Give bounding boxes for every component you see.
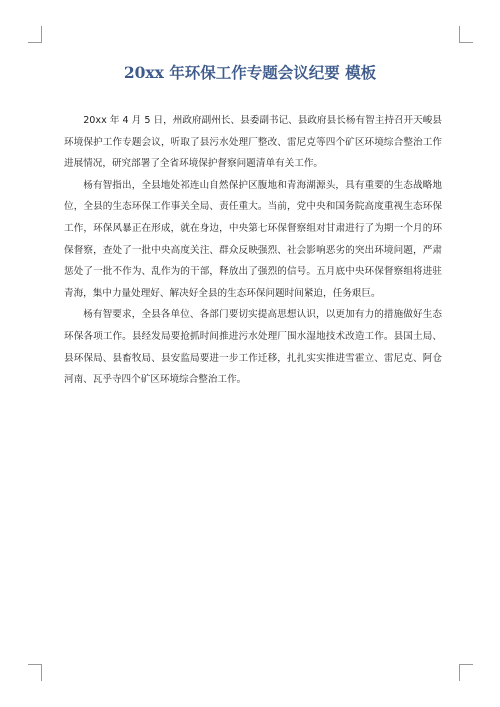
paragraph-requirements: 杨有智要求，全县各单位、各部门要切实提高思想认识，以更加有力的措施做好生态环保各项工作。县经发局要抢抓时间推进污水处理厂围水湿地技术改造工作。县国土局、县环保局、县畜牧局、县安监局要进一步工作迁移，扎扎实实推进雪霍立、雷尼克、阿仓河南、瓦乎寺四个矿区环境综合整治工作。 [64, 309, 442, 386]
document-title: 20xx 年环保工作专题会议纪要 模板 [123, 63, 377, 82]
crop-mark-top-left [28, 26, 42, 43]
document-body [64, 110, 442, 391]
paragraph-importance: 杨有智指出，全县地处祁连山自然保护区腹地和青海湖源头，具有重要的生态战略地位，全县的生态环保工作事关全局、责任重大。当前，党中央和国务院高度重视生态环保工作，环保风暴正在形成，就在身边，中央第七环保督察组对甘肃进行了为期一个月的环保督察，查处了一批中央高度关注、群众反映强烈、社会影响恶劣的突出环境问题，严肃惩处了一批不作为、乱作为的干部，释放出了强烈的信号。五月底中央环保督察组将进驻青海，集中力量处理好、解决好全县的生态环保问题时间紧迫，任务艰巨。 [64, 179, 442, 299]
crop-mark-bottom-right [459, 664, 473, 681]
paragraph-meeting-intro: 20xx 年 4 月 5 日，州政府副州长、县委副书记、县政府县长杨有智主持召开天峻县环境保护工作专题会议，听取了县污水处理厂整改、雷尼克等四个矿区环境综合整治工作进展情况，研究部署了全省环境保护督察问题清单有关工作。 [64, 115, 442, 170]
crop-mark-bottom-left [28, 664, 42, 681]
crop-mark-top-right [459, 26, 473, 43]
